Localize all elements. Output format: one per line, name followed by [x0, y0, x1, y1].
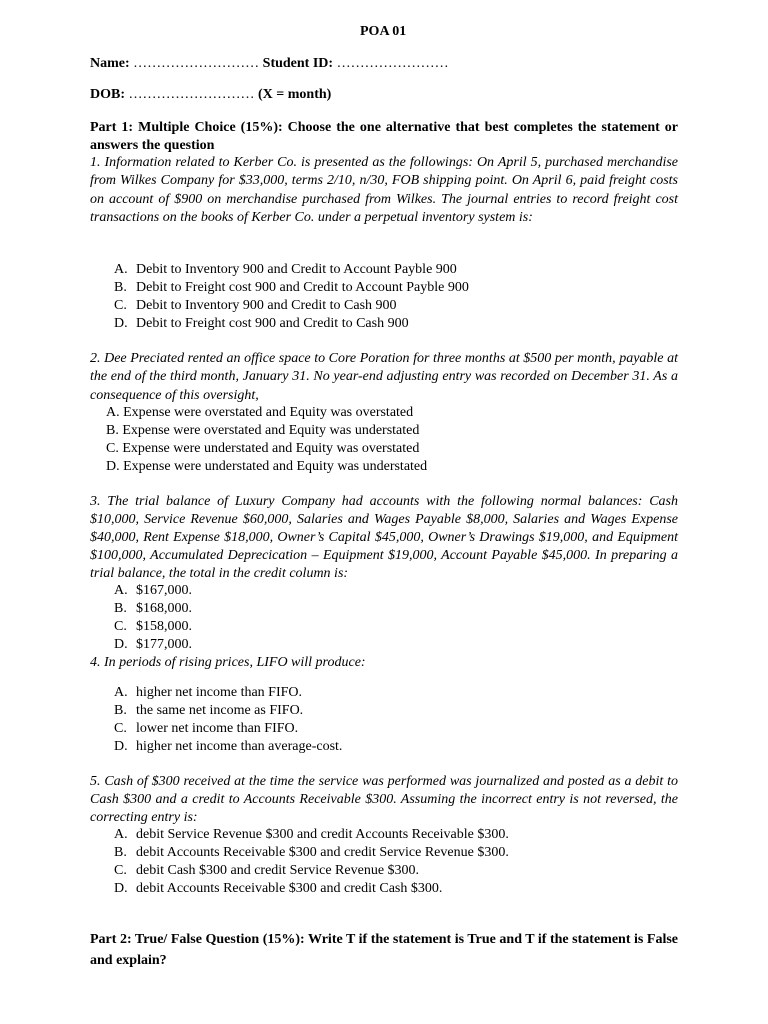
q1-option-b[interactable] [114, 279, 469, 297]
q1-option-c[interactable] [114, 297, 397, 315]
option-text: debit Cash $300 and credit Service Revenue $300. [136, 863, 420, 878]
question-4-text: 4. In periods of rising prices, LIFO will produce: [90, 655, 366, 670]
option-text: Expense were overstated and Equity was understated [122, 423, 420, 438]
option-letter: B. [114, 703, 127, 718]
q2-option-c[interactable] [106, 440, 419, 458]
option-text: $167,000. [136, 583, 192, 598]
dob-label: DOB: [90, 87, 125, 102]
dob-field[interactable]: ……………………… [128, 87, 255, 102]
option-text: higher net income than average-cost. [136, 739, 343, 754]
option-letter: C. [114, 298, 127, 313]
question-5-text: 5. Cash of $300 received at the time the service was performed was journalized and posted as a debit to Cash $300 and a credit to Accounts Receivable $300. Assuming the incorrect entry is not reversed, the correcting entry is: [90, 774, 678, 825]
option-letter: D. [114, 881, 128, 896]
question-2-text: 2. Dee Preciated rented an office space to Core Poration for three months at $500 per month, payable at the end of the third month, January 31. No year-end adjusting entry was recorded on December 31. As a consequence of this oversight, [90, 351, 678, 403]
option-text: debit Accounts Receivable $300 and credit Service Revenue $300. [136, 845, 509, 860]
option-letter: D. [114, 637, 128, 652]
name-label: Name: [90, 56, 130, 71]
q3-option-b[interactable] [114, 600, 192, 618]
option-letter: C. [114, 863, 127, 878]
part1-heading: Part 1: Multiple Choice (15%): Choose the one alternative that best completes the statement or answers the question [90, 120, 678, 153]
q5-option-a[interactable] [114, 826, 509, 844]
q2-option-b[interactable] [106, 422, 419, 440]
question-1-text: 1. Information related to Kerber Co. is presented as the followings: On April 5, purchased merchandise from Wilkes Company for $33,000, terms 2/10, n/30, FOB shipping point. On April 6, paid freight costs on account of $900 on merchandise purchased from Wilkes. The journal entries to record freight cost transactions on the books of Kerber Co. under a perpetual inventory system is: [90, 155, 678, 225]
q3-option-d[interactable] [114, 636, 192, 654]
option-letter: B. [114, 601, 127, 616]
option-text: Debit to Freight cost 900 and Credit to Account Payble 900 [136, 280, 469, 295]
option-letter: B. [114, 280, 127, 295]
q4-option-b[interactable] [114, 702, 303, 720]
option-text: Debit to Freight cost 900 and Credit to Cash 900 [136, 316, 409, 331]
q1-option-a[interactable] [114, 261, 457, 279]
option-letter: D. [106, 459, 120, 474]
q4-option-d[interactable] [114, 738, 342, 756]
option-letter: C. [114, 721, 127, 736]
option-text: $168,000. [136, 601, 192, 616]
option-text: Expense were understated and Equity was overstated [122, 441, 420, 456]
option-text: Debit to Inventory 900 and Credit to Account Payble 900 [136, 262, 457, 277]
option-text: debit Service Revenue $300 and credit Accounts Receivable $300. [136, 827, 509, 842]
q5-option-d[interactable] [114, 880, 442, 898]
option-letter: A. [114, 827, 128, 842]
option-letter: A. [114, 583, 128, 598]
question-3-text: 3. The trial balance of Luxury Company had accounts with the following normal balances: Cash $10,000, Service Revenue $60,000, Salaries and Wages Payable $8,000, Salaries and Wages Expense $40,000, Rent Expense $18,000, Owner’s Capital $45,000, Owner’s Drawings $19,000, and Equipment $100,000, Accumulated Deprecication – Equipment $19,000, Account Payable $45,000. In preparing a trial balance, the total in the credit column is: [90, 494, 678, 581]
option-text: lower net income than FIFO. [136, 721, 299, 736]
part2-heading: Part 2: True/ False Question (15%): Write T if the statement is True and T if the statement is False and explain? [90, 932, 678, 968]
student-id-label: Student ID: [262, 56, 334, 71]
option-text: $158,000. [136, 619, 192, 634]
name-field[interactable]: ……………………… [133, 56, 260, 71]
student-id-field[interactable]: …………………… [336, 56, 449, 71]
page-title: POA 01 [360, 24, 407, 39]
dob-line [90, 87, 331, 103]
q3-option-a[interactable] [114, 582, 192, 600]
option-text: Expense were understated and Equity was understated [123, 459, 428, 474]
q1-option-d[interactable] [114, 315, 409, 333]
dob-note: (X = month) [258, 87, 332, 102]
option-text: the same net income as FIFO. [136, 703, 304, 718]
option-text: debit Accounts Receivable $300 and credit Cash $300. [136, 881, 443, 896]
q4-option-a[interactable] [114, 684, 302, 702]
q2-option-a[interactable] [106, 404, 413, 422]
q3-option-c[interactable] [114, 618, 192, 636]
name-line [90, 56, 449, 72]
q2-option-d[interactable] [106, 458, 427, 476]
q5-option-c[interactable] [114, 862, 419, 880]
option-letter: A. [106, 405, 120, 420]
option-letter: B. [114, 845, 127, 860]
option-letter: C. [114, 619, 127, 634]
option-text: Debit to Inventory 900 and Credit to Cash 900 [136, 298, 397, 313]
option-text: $177,000. [136, 637, 192, 652]
option-letter: B. [106, 423, 119, 438]
option-text: higher net income than FIFO. [136, 685, 303, 700]
q4-option-c[interactable] [114, 720, 298, 738]
option-letter: D. [114, 739, 128, 754]
q5-option-b[interactable] [114, 844, 509, 862]
option-letter: D. [114, 316, 128, 331]
option-letter: C. [106, 441, 119, 456]
option-letter: A. [114, 262, 128, 277]
option-letter: A. [114, 685, 128, 700]
option-text: Expense were overstated and Equity was overstated [123, 405, 414, 420]
